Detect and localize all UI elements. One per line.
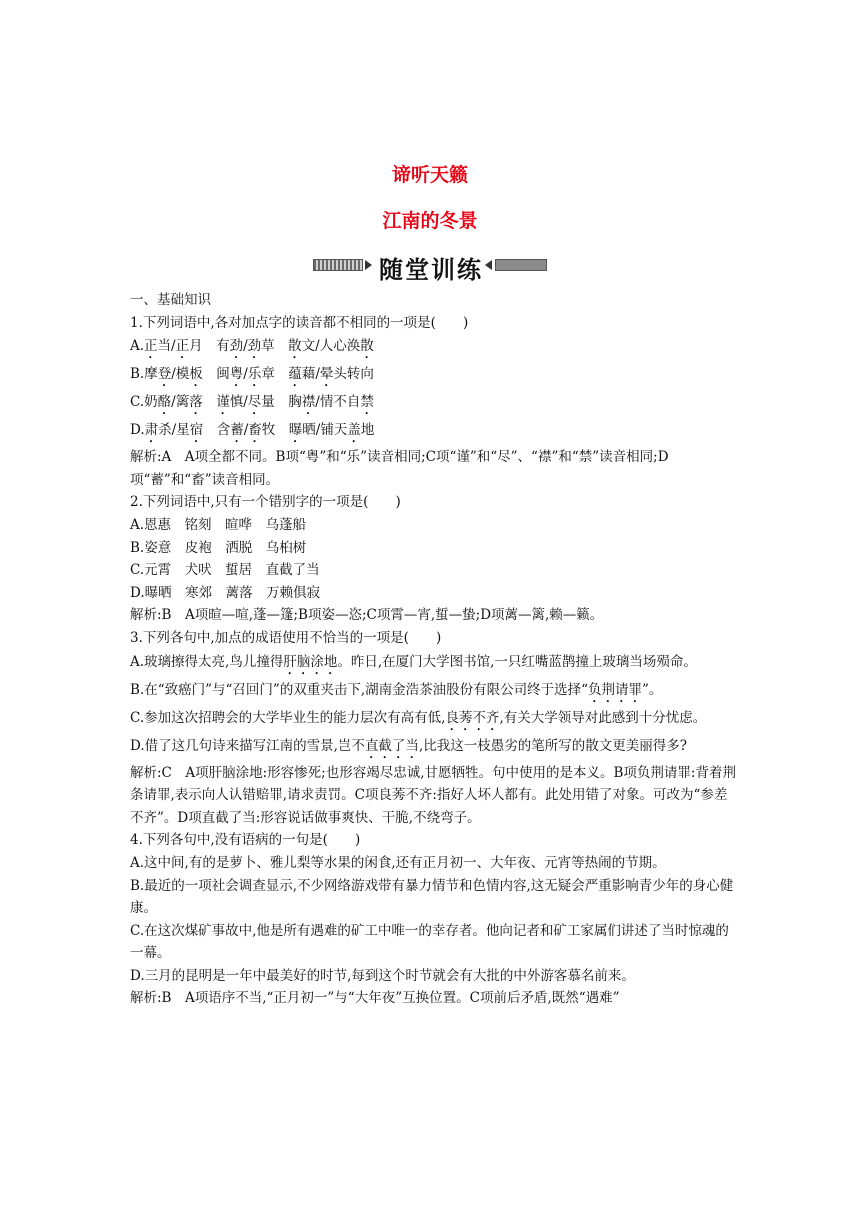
q4-option-d: D.三月的昆明是一年中最美好的时节,每到这个时节就会有大批的中外游客慕名前来。: [130, 967, 635, 984]
q1-stem: 1.下列词语中,各对加点字的读音都不相同的一项是( ): [130, 314, 469, 331]
banner-left-bar: [313, 259, 363, 271]
q1-option-c: C.奶酪/篱落 谨慎/尽量 胸襟/情不自禁: [130, 394, 374, 411]
exercise-content: [130, 289, 740, 1010]
section-banner: [313, 250, 547, 284]
q2-option-a: A.恩惠 铭刻 暄哗 乌蓬船: [130, 516, 307, 533]
q4-option-a: A.这中间,有的是萝卜、雅儿梨等水果的闲食,还有正月初一、大年夜、元宵等热闹的节期。: [130, 854, 666, 871]
q3-option-c: C.参加这次招聘会的大学毕业生的能力层次有高有低,良莠不齐,有关大学领导对此感到十分忧虑。: [130, 709, 707, 726]
q4-option-c: C.在这次煤矿事故中,他是所有遇难的矿工中唯一的幸存者。他向记者和矿工家属们讲述了当时惊魂的一幕。: [130, 922, 729, 962]
banner-text: 随堂训练: [379, 256, 483, 284]
banner-right-arrow-icon: [485, 260, 492, 270]
q4-option-b: B.最近的一项社会调查显示,不少网络游戏带有暴力情节和色情内容,这无疑会严重影响青少年的身心健康。: [130, 877, 734, 917]
page-title: 谛听天籁: [391, 164, 468, 186]
q1-option-b: B.摩登/模板 闽粤/乐章 蕴藉/晕头转向: [130, 366, 374, 383]
q2-stem: 2.下列词语中,只有一个错别字的一项是( ): [130, 494, 401, 511]
banner-right-bar: [495, 259, 547, 271]
q3-option-b: B.在“致癌门”与“召回门”的双重夹击下,湖南金浩茶油股份有限公司终于选择“负荆请罪”。: [130, 681, 663, 698]
q2-analysis: 解析:B A项暄—喧,蓬—篷;B项姿—恣;C项霄—宵,蜇—蛰;D项蓠—篱,赖—籁。: [130, 607, 604, 624]
q1-option-d: D.肃杀/星宿 含蓄/畜牧 曝晒/铺天盖地: [130, 422, 375, 439]
q2-option-d: D.曝晒 寒郊 蓠落 万赖俱寂: [130, 584, 321, 601]
q3-option-a: A.玻璃擦得太亮,鸟儿撞得肝脑涂地。昨日,在厦门大学图书馆,一只红嘴蓝鹊撞上玻璃当场殒命。: [130, 653, 697, 670]
q1-option-a: A.正当/正月 有劲/劲草 散文/人心涣散: [130, 338, 374, 355]
q1-analysis: 解析:A A项全都不同。B项“粤”和“乐”读音相同;C项“谨”和“尽”、“襟”和“禁”读音相同;D项“蓄”和“畜”读音相同。: [130, 449, 669, 488]
q3-stem: 3.下列各句中,加点的成语使用不恰当的一项是( ): [130, 629, 442, 646]
q2-option-b: B.姿意 皮袍 洒脱 乌桕树: [130, 539, 307, 556]
q2-option-c: C.元霄 犬吠 蜇居 直截了当: [130, 562, 320, 579]
section-heading: 一、基础知识: [130, 292, 211, 308]
page-subtitle: 江南的冬景: [382, 210, 478, 232]
q3-analysis: 解析:C A项肝脑涂地:形容惨死;也形容竭尽忠诚,甘愿牺牲。句中使用的是本义。B项负荆请罪:背着荆条请罪,表示向人认错赔罪,请求责罚。C项良莠不齐:指好人坏人都有。此处用错了对象。可改为“参差不齐”。D项直截了当:形容说话做事爽快、干脆,不绕弯子。: [130, 764, 736, 826]
q4-stem: 4.下列各句中,没有语病的一句是( ): [130, 832, 361, 849]
q3-option-d: D.借了这几句诗来描写江南的雪景,岂不直截了当,比我这一枝愚劣的笔所写的散文更美丽得多?: [130, 737, 687, 754]
q4-analysis: 解析:B A项语序不当,“正月初一”与“大年夜”互换位置。C项前后矛盾,既然“遇难”: [130, 990, 620, 1007]
